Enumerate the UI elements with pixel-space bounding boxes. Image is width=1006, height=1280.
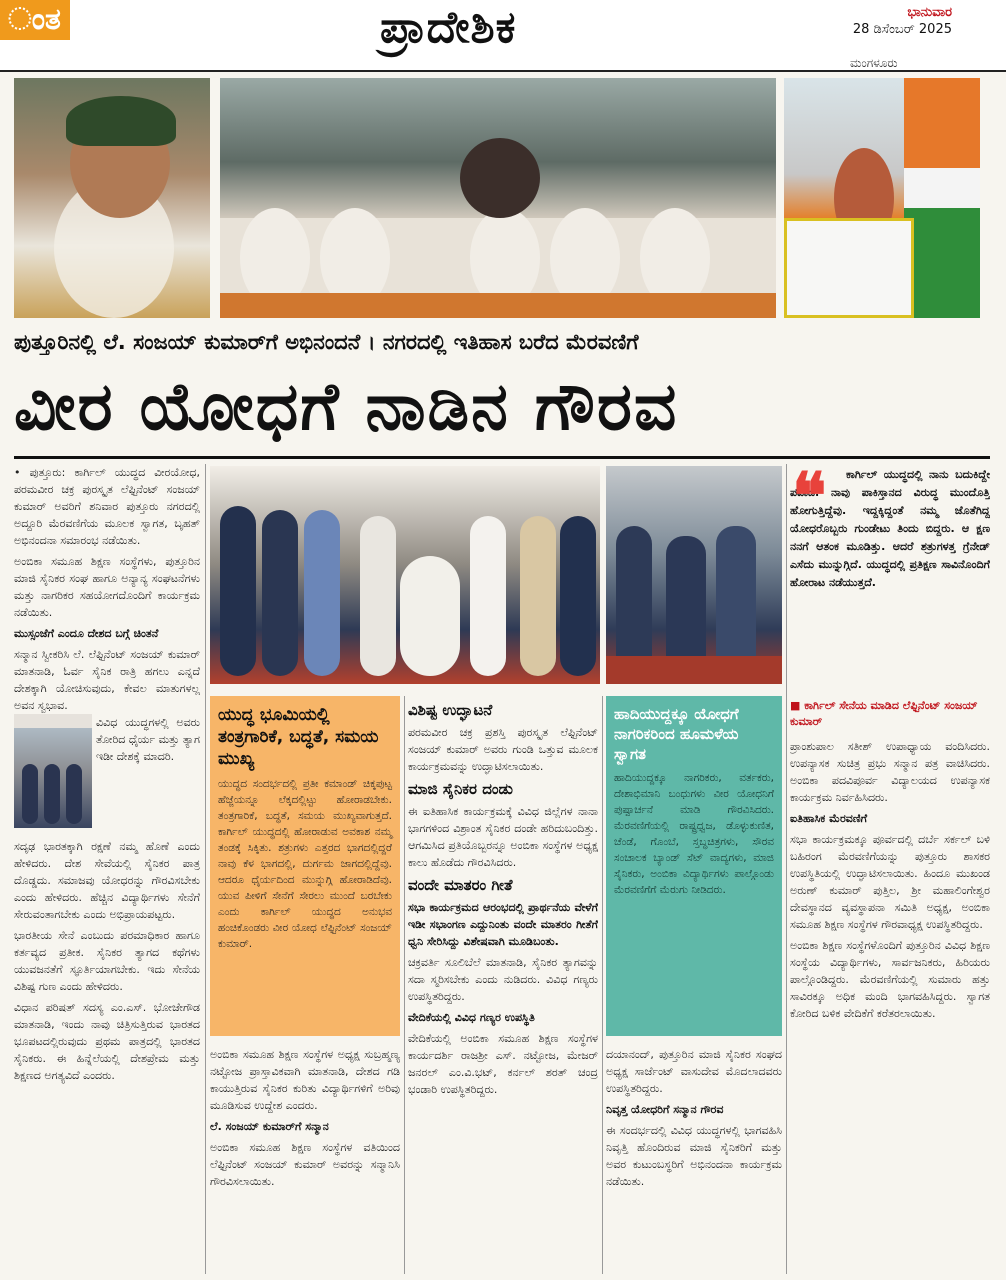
box-body: ಯುದ್ಧದ ಸಂದರ್ಭದಲ್ಲಿ ಪ್ರತೀ ಕಮಾಂಡ್ ಚಿಕ್ಕಪುಟ್ಟ ಹೆಜ್ಜೆಯನ್ನೂ ಲೆಕ್ಕದಲ್ಲಿಟ್ಟು ಹೋರಾಡಬೇಕು. ತಂತ್ರಗಾರಿಕೆ, ಬದ್ಧತೆ, ಸಮಯ ಮುಖ್ಯವಾಗುತ್ತದೆ. ಕಾರ್ಗಿಲ್ ಯುದ್ಧದಲ್ಲಿ ಹೋರಾಡುವ ಅವಕಾಶ ನಮ್ಮ ತಂಡಕ್ಕೆ ಸಿಕ್ಕಿತು. ಶತ್ರುಗಳು ಎತ್ತರದ ಭಾಗದಲ್ಲಿದ್ದರೆ ನಾವು ಕೆಳ ಭಾಗದಲ್ಲಿ, ದುರ್ಗಮ ಜಾಗದಲ್ಲಿದ್ದೆವು. ಆದರೂ ಧೈರ್ಯದಿಂದ ಮುನ್ನುಗ್ಗಿ ಹೋರಾಡಿದೆವು. ಯುವ ಪೀಳಿಗೆ ಸೇನೆಗೆ ಸೇರಲು ಮುಂದೆ ಬರಬೇಕು ಎಂದು ಕಾರ್ಗಿಲ್ ಯುದ್ಧದ ಅನುಭವ ಹಂಚಿಕೊಂಡರು ವೀರ ಯೋಧ ಲೆಫ್ಟಿನೆಂಟ್ ಸಂಜಯ್ ಕುಮಾರ್. [218, 778, 392, 950]
box-body: ಹಾದಿಯುದ್ದಕ್ಕೂ ನಾಗರಿಕರು, ವರ್ತಕರು, ದೇಶಾಭಿಮಾನಿ ಬಂಧುಗಳು ವೀರ ಯೋಧನಿಗೆ ಪುಷ್ಪಾರ್ಚನೆ ಮಾಡಿ ಗೌರವಿಸಿದರು. ಮೆರವಣಿಗೆಯಲ್ಲಿ ರಾಷ್ಟ್ರಧ್ವಜ, ಡೊಳ್ಳುಕುಣಿತ, ಚೆಂಡೆ, ಗೊಂಬೆ, ಸ್ತಬ್ಧಚಿತ್ರಗಳು, ಸೌರವ ಸಂಚಾಲಕ ಬ್ಯಾಂಡ್ ಸೆಟ್ ವಾದ್ಯಗಳು, ಮಾಜಿ ಸೈನಿಕರು, ಅಂಬಿಕಾ ವಿದ್ಯಾರ್ಥಿಗಳು ಪಾಲ್ಗೊಂಡು ಮೆರವಣಿಗೆಗೆ ಮೆರುಗು ನೀಡಿದರು. [614, 772, 774, 896]
paragraph: ಈ ಐತಿಹಾಸಿಕ ಕಾರ್ಯಕ್ರಮಕ್ಕೆ ವಿವಿಧ ಜಿಲ್ಲೆಗಳ ನಾನಾ ಭಾಗಗಳಿಂದ ವಿಶ್ರಾಂತ ಸೈನಿಕರ ದಂಡೇ ಹರಿದುಬಂದಿತ್ತು. ಆಗಮಿಸಿದ ಪ್ರತಿಯೊಬ್ಬರನ್ನೂ ಅಂಬಿಕಾ ಸಂಸ್ಥೆಗಳ ಅಧ್ಯಕ್ಷ ಕಾಲು ಹೊಡೆದು ಗೌರವಿಸಿದರು. [408, 805, 598, 869]
article-column-left [14, 464, 200, 1274]
page-header [0, 0, 1006, 72]
article-column-c1 [210, 1046, 400, 1274]
headline-rule [14, 456, 990, 459]
column-divider [205, 464, 206, 1274]
photo-felicitation-stage [210, 466, 600, 684]
headline-kicker: ಪುತ್ತೂರಿನಲ್ಲಿ ಲೆ. ಸಂಜಯ್ ಕುಮಾರ್‌ಗೆ ಅಭಿನಂದನೆ । ನಗರದಲ್ಲಿ ಇತಿಹಾಸ ಬರೆದ ಮೆರವಣಿಗೆ [14, 330, 639, 354]
quote-attribution: ■ ಕಾರ್ಗಿಲ್ ಸೇನೆಯ ಮಾಡಿದ ಲೆಫ್ಟಿನೆಂಟ್ ಸಂಜಯ್ ಕುಮಾರ್ [790, 699, 978, 728]
article-column-right [790, 738, 990, 1274]
subheading: ನಿವೃತ್ತ ಯೋಧರಿಗೆ ಸನ್ಮಾನ ಗೌರವ [606, 1103, 724, 1116]
subheading: ಲೆ. ಸಂಜಯ್ ಕುಮಾರ್‌ಗೆ ಸನ್ಮಾನ [210, 1120, 329, 1133]
subheading: ಐತಿಹಾಸಿಕ ಮೆರವಣಿಗೆ [790, 812, 868, 825]
subheading: ವಿಶಿಷ್ಟ ಉದ್ಘಾಟನೆ [408, 701, 493, 719]
box-title: ಹಾದಿಯುದ್ದಕ್ಕೂ ಯೋಧಗೆ ನಾಗರಿಕರಿಂದ ಹೂಮಳೆಯ ಸ್ವಾಗತ [614, 705, 739, 763]
article-column-c3 [606, 1046, 782, 1274]
column-divider [602, 696, 603, 1274]
paragraph: ಸಭಾ ಕಾರ್ಯಕ್ರಮಕ್ಕೂ ಪೂರ್ವದಲ್ಲಿ ದರ್ಬೆ ಸರ್ಕಲ್ ಬಳಿ ಬಹಿರಂಗ ಮೆರವಣಿಗೆಯನ್ನು ಪುತ್ತೂರು ಶಾಸಕರ ಉಪಸ್ಥಿತಿಯಲ್ಲಿ ಉದ್ಘಾಟಿಸಲಾಯಿತು. ಹಿಂದೂ ಮುಖಂಡ ಅರುಣ್ ಕುಮಾರ್ ಪುತ್ತಿಲ, ಶ್ರೀ ಮಹಾಲಿಂಗೇಶ್ವರ ದೇವಸ್ಥಾನದ ವ್ಯವಸ್ಥಾಪನಾ ಸಮಿತಿ ಅಧ್ಯಕ್ಷ, ಅಂಬಿಕಾ ಸಮೂಹ ಶಿಕ್ಷಣ ಸಂಸ್ಥೆಗಳ ಗೌರವಾಧ್ಯಕ್ಷ ಉಪಸ್ಥಿತರಿದ್ದರು. [790, 833, 990, 931]
paragraph: ಚಕ್ರವರ್ತಿ ಸೂಲಿಬೆಲೆ ಮಾತನಾಡಿ, ಸೈನಿಕರ ತ್ಯಾಗವನ್ನು ಸದಾ ಸ್ಮರಿಸಬೇಕು ಎಂದು ನುಡಿದರು. ವಿವಿಧ ಗಣ್ಯರು ಉಪಸ್ಥಿತರಿದ್ದರು. [408, 956, 598, 1003]
column-divider [404, 696, 405, 1274]
city-label: ಮಂಗಳೂರು [850, 56, 898, 70]
paragraph: ಪ್ರಾಂಶುಪಾಲ ಸತೀಶ್ ಉಪಾಧ್ಯಾಯ ವಂದಿಸಿದರು. ಉಪನ್ಯಾಸಕ ಸುಚಿತ್ರ ಪ್ರಭು ಸನ್ಮಾನ ಪತ್ರ ವಾಚಿಸಿದರು. ಅಂಬಿಕಾ ಪದವಿಪೂರ್ವ ವಿದ್ಯಾಲಯದ ಉಪನ್ಯಾಸಕ ಕಾರ್ಯಕ್ರಮ ನಿರ್ವಹಿಸಿದರು. [790, 740, 990, 804]
paragraph: ವಿವಿಧ ಯುದ್ಧಗಳಲ್ಲಿ ಅವರು ತೋರಿದ ಧೈರ್ಯ ಮತ್ತು ತ್ಯಾಗ ಇಡೀ ದೇಶಕ್ಕೆ ಮಾದರಿ. [96, 716, 200, 763]
paragraph: ಈ ಸಂದರ್ಭದಲ್ಲಿ ವಿವಿಧ ಯುದ್ಧಗಳಲ್ಲಿ ಭಾಗವಹಿಸಿ ನಿವೃತ್ತಿ ಹೊಂದಿರುವ ಮಾಜಿ ಸೈನಿಕರಿಗೆ ಮತ್ತು ಅವರ ಕುಟುಂಬಸ್ಥರಿಗೆ ಅಭಿನಂದನಾ ಕಾರ್ಯಕ್ರಮ ನಡೆಯಿತು. [606, 1124, 782, 1188]
quote-mark-icon: ❝ [792, 466, 827, 534]
paragraph: ವೇದಿಕೆಯಲ್ಲಿ ಅಂಬಿಕಾ ಸಮೂಹ ಶಿಕ್ಷಣ ಸಂಸ್ಥೆಗಳ ಕಾರ್ಯದರ್ಶಿ ರಾಜಶ್ರೀ ಎಸ್. ನಟ್ಟೋಜ, ಮೇಜರ್ ಜನರಲ್ ಎಂ.ವಿ.ಭಟ್, ಕರ್ನಲ್ ಶರತ್ ಚಂದ್ರ ಭಂಡಾರಿ ಉಪಸ್ಥಿತರಿದ್ದರು. [408, 1032, 598, 1096]
photo-veterans-group [606, 466, 782, 684]
section-title: ಪ್ರಾದೇಶಿಕ [380, 2, 517, 53]
photo-procession-chariot [220, 78, 776, 318]
paragraph: ಅಂಬಿಕಾ ಸಮೂಹ ಶಿಕ್ಷಣ ಸಂಸ್ಥೆಗಳು, ಪುತ್ತೂರಿನ ಮಾಜಿ ಸೈನಿಕರ ಸಂಘ ಹಾಗೂ ಅನ್ಯಾನ್ಯ ಸಂಘಟನೆಗಳು ಮತ್ತು ನಾಗರಿಕರ ಸಹಯೋಗದೊಂದಿಗೆ ಕಾರ್ಯಕ್ರಮ ನಡೆಯಿತು. [14, 555, 200, 619]
paragraph: ಸದೃಢ ಭಾರತಕ್ಕಾಗಿ ರಕ್ಷಣೆ ನಮ್ಮ ಹೊಣೆ ಎಂದು ಹೇಳಿದರು. ದೇಶ ಸೇವೆಯಲ್ಲಿ ಸೈನಿಕರ ಪಾತ್ರ ದೊಡ್ಡದು. ಸಮಾಜವು ಯೋಧರನ್ನು ಗೌರವಿಸಬೇಕು ಎಂದು ಹೇಳಿದರು. ಹೆಚ್ಚಿನ ವಿದ್ಯಾರ್ಥಿಗಳು ಸೇನೆಗೆ ಸೇರುವಂತಾಗಬೇಕು ಎಂದು ಅಭಿಪ್ರಾಯಪಟ್ಟರು. [14, 840, 200, 921]
sidebar-box-teal [606, 696, 782, 1036]
article-column-center [408, 696, 598, 1274]
quote-text: ಕಾರ್ಗಿಲ್ ಯುದ್ಧದಲ್ಲಿ ನಾನು ಬದುಕಿದ್ದೇ ಪವಾಡ. ನಾವು ಪಾಕಿಸ್ತಾನದ ವಿರುದ್ಧ ಮುಂದೊತ್ತಿ ಹೋಗುತ್ತಿದ್ದೆವು. ಇದ್ದಕ್ಕಿದ್ದಂತೆ ನಮ್ಮ ಜೊತೆಗಿದ್ದ ಯೋಧರೊಬ್ಬರು ಗುಂಡೇಟು ತಿಂದು ಬಿದ್ದರು. ಆ ಕ್ಷಣ ನನಗೆ ಆತಂಕ ಮೂಡಿತ್ತು. ಆದರೆ ಶತ್ರುಗಳತ್ತ ಗ್ರೆನೇಡ್ ಎಸೆದು ಮುನ್ನುಗ್ಗಿದೆ. ಯುದ್ಧದಲ್ಲಿ ಪ್ರತಿಕ್ಷಣ ಸಾವಿನೊಂದಿಗೆ ಹೋರಾಟ ನಡೆಯುತ್ತದೆ. [790, 468, 990, 589]
date-box [853, 4, 952, 38]
photo-soldier-portrait [14, 78, 210, 318]
paragraph: ಅಂಬಿಕಾ ಸಮೂಹ ಶಿಕ್ಷಣ ಸಂಸ್ಥೆಗಳ ವತಿಯಿಂದ ಲೆಫ್ಟಿನೆಂಟ್ ಸಂಜಯ್ ಕುಮಾರ್ ಅವರನ್ನು ಸನ್ಮಾನಿಸಿ ಗೌರವಿಸಲಾಯಿತು. [210, 1141, 400, 1188]
paragraph: ಭಾರತೀಯ ಸೇನೆ ಎಂಬುದು ಪರಮಾಧಿಕಾರ ಹಾಗೂ ಕರ್ತವ್ಯದ ಪ್ರತೀಕ. ಸೈನಿಕರ ತ್ಯಾಗದ ಕಥೆಗಳು ಯುವಜನತೆಗೆ ಸ್ಫೂರ್ತಿಯಾಗಬೇಕು. ಇದು ಸೇನೆಯ ವಿಶಿಷ್ಟ ಗುಣ ಎಂದು ಹೇಳಿದರು. [14, 929, 200, 993]
paragraph: • ಪುತ್ತೂರು: ಕಾರ್ಗಿಲ್ ಯುದ್ಧದ ವೀರಯೋಧ, ಪರಮವೀರ ಚಕ್ರ ಪುರಸ್ಕೃತ ಲೆಫ್ಟಿನೆಂಟ್ ಸಂಜಯ್ ಕುಮಾರ್ ಅವರಿಗೆ ಶನಿವಾರ ಪುತ್ತೂರು ನಗರದಲ್ಲಿ ಅದ್ದೂರಿ ಮೆರವಣಿಗೆಯ ಮೂಲಕ ಸ್ವಾಗತ, ಬೃಹತ್ ಅಭಿನಂದನಾ ಸಮಾರಂಭ ನಡೆಯಿತು. [14, 466, 200, 547]
subheading: ಮಾಜಿ ಸೈನಿಕರ ದಂಡು [408, 780, 513, 798]
photo-flag-vehicle [784, 78, 980, 318]
subheading: ಮುಸ್ಸಂಜೆಗೆ ಎಂದೂ ದೇಶದ ಬಗ್ಗೆ ಚಿಂತನೆ [14, 627, 159, 640]
paragraph: ಅಂಬಿಕಾ ಸಮೂಹ ಶಿಕ್ಷಣ ಸಂಸ್ಥೆಗಳ ಅಧ್ಯಕ್ಷ ಸುಬ್ರಹ್ಮಣ್ಯ ನಟ್ಟೋಜ ಪ್ರಾಸ್ತಾವಿಕವಾಗಿ ಮಾತನಾಡಿ, ದೇಶದ ಗಡಿ ಕಾಯುತ್ತಿರುವ ಸೈನಿಕರ ಕುರಿತು ವಿದ್ಯಾರ್ಥಿಗಳಿಗೆ ಅರಿವು ಮೂಡಿಸುವ ಉದ್ದೇಶ ಎಂದರು. [210, 1048, 400, 1112]
paragraph: ದಯಾನಂದ್, ಪುತ್ತೂರಿನ ಮಾಜಿ ಸೈನಿಕರ ಸಂಘದ ಅಧ್ಯಕ್ಷ ಸಾರ್ಜೆಂಟ್ ವಾಸುದೇವ ಮೊದಲಾದವರು ಉಪಸ್ಥಿತರಿದ್ದರು. [606, 1048, 782, 1095]
paragraph: ಅಂಬಿಕಾ ಶಿಕ್ಷಣ ಸಂಸ್ಥೆಗಳೊಂದಿಗೆ ಪುತ್ತೂರಿನ ವಿವಿಧ ಶಿಕ್ಷಣ ಸಂಸ್ಥೆಯ ವಿದ್ಯಾರ್ಥಿಗಳು, ಸಾರ್ವಜನಿಕರು, ಹಿರಿಯರು ಪಾಲ್ಗೊಂಡಿದ್ದರು. ಮೆರವಣಿಗೆಯಲ್ಲಿ ಸುಮಾರು ಹತ್ತು ಸಾವಿರಕ್ಕೂ ಅಧಿಕ ಮಂದಿ ಭಾಗವಹಿಸಿದ್ದರು. ಸ್ವಾಗತ ಕೋರಿದ ಬಳಿಕ ವೇದಿಕೆಗೆ ಕರೆತರಲಾಯಿತು. [790, 939, 990, 1020]
subheading: ವೇದಿಕೆಯಲ್ಲಿ ವಿವಿಧ ಗಣ್ಯರ ಉಪಸ್ಥಿತಿ [408, 1011, 535, 1024]
box-title: ಯುದ್ಧ ಭೂಮಿಯಲ್ಲಿ ತಂತ್ರಗಾರಿಕೆ, ಬದ್ಧತೆ, ಸಮಯ ಮುಖ್ಯ [218, 705, 379, 769]
main-headline: ವೀರ ಯೋಧಗೆ ನಾಡಿನ ಗೌರವ [14, 368, 679, 445]
paragraph: ಪರಮವೀರ ಚಕ್ರ ಪ್ರಶಸ್ತಿ ಪುರಸ್ಕೃತ ಲೆಫ್ಟಿನೆಂಟ್ ಸಂಜಯ್ ಕುಮಾರ್ ಅವರು ಗುಂಡಿ ಒತ್ತುವ ಮೂಲಕ ಕಾರ್ಯಕ್ರಮವನ್ನು ಉದ್ಘಾಟಿಸಲಾಯಿತು. [408, 726, 598, 773]
pull-quote [790, 466, 990, 734]
photo-small-parade [14, 714, 92, 828]
date-day: ಭಾನುವಾರ [907, 5, 952, 20]
date-text: 28 ಡಿಸೆಂಬರ್ 2025 [852, 22, 952, 37]
subheading: ವಂದೇ ಮಾತರಂ ಗೀತೆ [408, 876, 513, 894]
paragraph: ವಿಧಾನ ಪರಿಷತ್ ಸದಸ್ಯ ಎಂ.ಎಸ್. ಭೋಜೇಗೌಡ ಮಾತನಾಡಿ, ಇಂದು ನಾವು ಚಿತ್ರಿಸುತ್ತಿರುವ ಭಾರತದ ಭೂಪಟದಲ್ಲಿರುವುದು ಪ್ರಥಮ ಪಾತ್ರದಲ್ಲಿ ಭಾರತದ ಸೈನಿಕರು. ಈ ಹಿನ್ನೆಲೆಯಲ್ಲಿ ದೇಶಪ್ರೇಮ ಮತ್ತು ಶಿಕ್ಷಣದ ಅಗತ್ಯವಿದೆ ಎಂದರು. [14, 1001, 200, 1082]
paragraph: ಸಭಾ ಕಾರ್ಯಕ್ರಮದ ಆರಂಭದಲ್ಲಿ ಪ್ರಾರ್ಥನೆಯ ವೇಳೆಗೆ ಇಡೀ ಸಭಾಂಗಣ ಎದ್ದುನಿಂತು ವಂದೇ ಮಾತರಂ ಗೀತೆಗೆ ಧ್ವನಿ ಸೇರಿಸಿದ್ದು ವಿಶೇಷವಾಗಿ ಮೂಡಿಬಂತು. [408, 901, 598, 948]
paragraph: ಸನ್ಮಾನ ಸ್ವೀಕರಿಸಿ ಲೆ. ಲೆಫ್ಟಿನೆಂಟ್ ಸಂಜಯ್ ಕುಮಾರ್ ಮಾತನಾಡಿ, ಓರ್ವ ಸೈನಿಕ ರಾತ್ರಿ ಹಗಲು ಎನ್ನದೆ ದೇಶಕ್ಕಾಗಿ ಯೋಚಿಸುವುದು, ಕೇವಲ ಮಾತುಗಳಲ್ಲ ಅವನ ಸ್ವಭಾವ. [14, 648, 200, 712]
sidebar-box-orange [210, 696, 400, 1036]
newspaper-logo: ಂತ [0, 0, 70, 40]
article-column-narrow [96, 714, 200, 828]
column-divider [786, 464, 787, 1274]
